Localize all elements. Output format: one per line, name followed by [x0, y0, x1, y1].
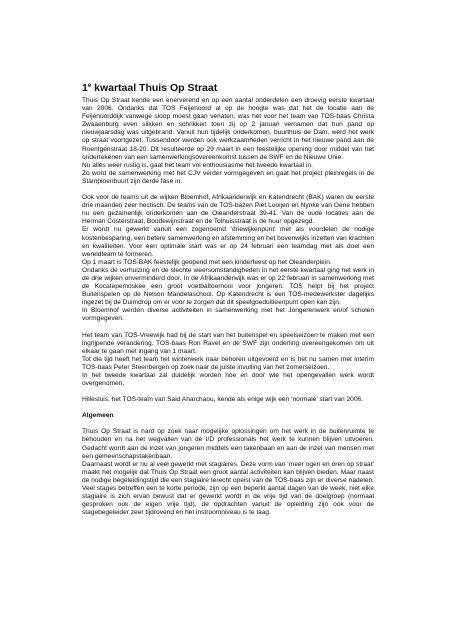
paragraph-second-quarter: In het tweede kwartaal zal duidelijk worden hoe en door wie het opengevallen werk wordt overgenomen.	[82, 372, 374, 388]
heading-number: 1	[82, 82, 88, 94]
paragraph-opening: Op 1 maart is TOS-BAK feestelijk geopend met een kinderfeest op het Oleanderplein.	[82, 258, 332, 266]
document-page	[82, 80, 374, 517]
paragraph-hillesluis: Hillesluis, het TOS-team van Said Aharchaou, kende als enige wijk een ‘normale’ start van 2006.	[82, 396, 363, 404]
paragraph-vreewijk: Het team van TOS-Vreewijk had bij de start van het buitenspel en speelseizoen te maken met een ingrijpende verandering. TOS-baas Ron Ravel en de SWF zijn onderling overeengekomen om uit elkaar te gaan met ingang van 1 maart.	[82, 331, 374, 355]
paragraph-driewijkenpunt: Er wordt nu gewerkt vanuit een zogenoemd ‘driewijkenpunt’ met als voordelen de nodige kostenbesparing, een betere samenwerking en afstemming en het bovenwijks inzetten van krachten en kwaliteiten. Voor een optimale start was er op 24 februari een teamdag met als doel een wereldteam te formeren.	[82, 226, 374, 258]
paragraph-rest: Nu alles weer rustig is, gaat het team vol enthousiasme het tweede kwartaal in.	[82, 161, 313, 169]
subheading-algemeen: Algemeen	[82, 412, 114, 420]
paragraph-cjv: Zo word de samenwerking met het CJV verder vormgegeven en gaat het project pleinregels in de Stampioenbuurt zijn derde fase in.	[82, 169, 374, 185]
paragraph-interim: Tot die tijd heeft het team het winterwerk naar behoren uitgevoerd en is het nu samen met interim TOS-baas Peter Steenbergen op zoek naar de juiste invulling van het zomerseizoen.	[82, 355, 374, 371]
paragraph-intro: Thuis Op Straat kende een enerverend en op een aantal onderdelen een droevig eerste kwartaal van 2006. Ondanks dat TOS Feijenoord al op de hoogte was dat het de locatie aan de Feijenoorddijk vanwege sloop moest gaan verlaten, was het voor het team van TOS-baas Christa Zwaaenburg even slikken en schrikken toen zij op 2 januari vernamen dat hun pand op nieuwjaarsdag was uitgebrand. Vanuit hun tijdelijk onderkomen, buurthuis de Dam, werd het werk op straat voortgezet. Tussendoor werden ook werkzaamheden verricht in het nieuwe pand aan de Roentgenstraat 18-20. Dit resulteerde op 29 maart in een feestelijke opening door middel van het ondertekenen van een samenwerkingsovereenkomst tussen de SWF en de Nieuwe Unie.	[82, 97, 374, 161]
section-heading	[82, 80, 374, 94]
heading-title: kwartaal Thuis Op Straat	[94, 82, 218, 94]
paragraph-bloemhof: In Bloemhof werden diverse activiteiten in samenwerking met het Jongerenwerk en/of scholen vormgegeven.	[82, 307, 374, 323]
paragraph-bak: Ook voor de teams uit de wijken Bloemhof, Afrikaanderwijk en Katendrecht (BAK) waren de eerste drie maanden zeer hectisch. De teams van de TOS-bazen Piet Looijen en Nynke van Oene hebben nu een gezamenlijk onderkomen aan de Oleanderstraat 39-41. Van de oude locaties aan de Herman Costerstraat, Boudewijnstraat en de Tolhuisstraat is de huur opgezegd.	[82, 194, 374, 226]
paragraph-activities: Ondanks de verhuizing en de slechte weersomstandigheden in het eerste kwartaal ging het werk in de drie wijken onverminderd door. In de Afrikaanderwijk was er op 22 februari in samenwerking met de Kocatepemoskee een groot voetbaltoernooi voor jongeren. TOS helpt bij het project Buitenspelen op de Nelson Mandelaschool. Op Katendrecht is een TOS-medewerkster dagelijks ingezet bij de Duimdrop om er voor te zorgen dat dit speelgoeduitleenpunt open kan zijn.	[82, 266, 374, 307]
paragraph-stagiaires: Daarnaast wordt er nu al veel gewerkt met stagiaires. Deze vorm van ‘meer ogen en oren op straat’ maakt het mogelijk dat Thuis Op Straat een groot aantal activiteiten kan blijven bieden. Maar naast de nodige begeleidingstijd die een stagiaire terecht opeist van de TOS-baas zijn er diverse nadelen. Veel stages betreffen een te korte periode, zijn op een beperkt aantal dagen van de week, niet elke stagiaire is zich ervan bewust dat er gewerkt wordt in de vrije tijd van de doelgroep (normaal gesproken ook de eigen vrije tijd), de opdrachten vanuit de opleiding zijn ook voor de stagebegeleider zeer tijdrovend en het instroomniveau is te laag.	[82, 460, 374, 517]
heading-superscript: e	[87, 83, 92, 89]
paragraph-algemeen: Thuis Op Straat is hard op zoek naar mogelijke oplossingen om het werk in de buitenruimte te behouden en na het wegvallen van de I/D professionals het werk te kunnen blijven uitvoeren. Gedacht wordt aan de inzet van jongeren middels een takenbaan en aan de inzet van mensen met een gemeenschapstakenbaan.	[82, 428, 374, 460]
